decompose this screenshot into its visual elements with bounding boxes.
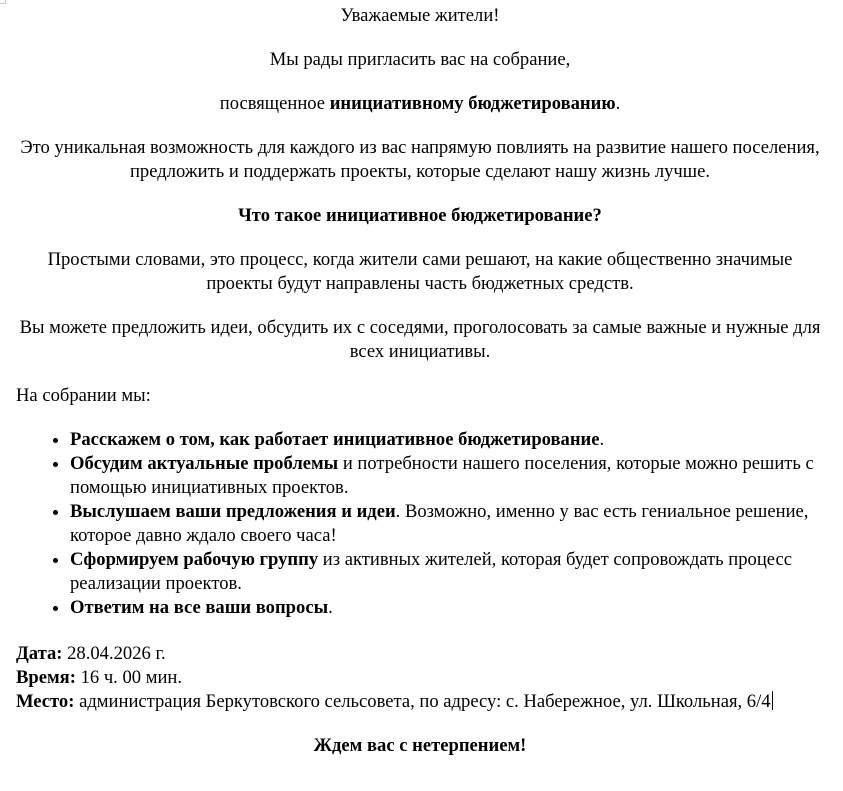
agenda-intro: На собрании мы:: [16, 385, 151, 406]
agenda-item-bold: Сформируем рабочую группу: [70, 549, 319, 570]
agenda-item-text: из активных жителей, которая будет сопровождать процесс реализации проектов.: [70, 549, 793, 594]
page-corner-mark: [0, 0, 6, 4]
agenda-item-bold: Ответим на все ваши вопросы: [70, 597, 329, 618]
agenda-item-bold: Расскажем о том, как работает инициативное бюджетирование: [70, 429, 600, 450]
topic-line: [16, 92, 824, 116]
agenda-list: [16, 428, 824, 620]
time-value: 16 ч. 00 мин.: [75, 667, 183, 688]
place-line: [16, 690, 824, 714]
greeting: Уважаемые жители!: [340, 5, 500, 26]
question-heading-text: Что такое инициативное бюджетирование?: [238, 205, 602, 226]
invite-line: Мы рады пригласить вас на собрание,: [269, 49, 571, 70]
time-line: [16, 666, 824, 690]
opportunity-paragraph: Это уникальная возможность для каждого из вас напрямую повлиять на развитие нашего поселения, предложить и поддержать проекты, которые сделают нашу жизнь лучше.: [20, 137, 820, 182]
definition-paragraph: Простыми словами, это процесс, когда жители сами решают, на какие общественно значимые проекты будут направлены часть бюджетных средств.: [47, 249, 793, 294]
event-details: [16, 642, 824, 714]
document-page[interactable]: [16, 4, 824, 758]
agenda-item-text: . Возможно, именно у вас есть гениальное решение, которое давно ждало своего часа!: [70, 501, 809, 546]
date-label: Дата:: [16, 643, 63, 664]
agenda-item-bold: Выслушаем ваши предложения и идеи: [70, 501, 396, 522]
participation-paragraph: Вы можете предложить идеи, обсудить их с соседями, проголосовать за самые важные и нужные для всех инициативы.: [19, 317, 821, 362]
text-cursor: [772, 691, 773, 710]
closing-text: Ждем вас с нетерпением!: [313, 735, 527, 756]
agenda-item: [70, 452, 824, 500]
place-value: администрация Беркутовского сельсовета, по адресу: с. Набережное, ул. Школьная, 6/4: [74, 691, 771, 712]
agenda-item-text: .: [599, 429, 605, 450]
topic-bold: инициативному бюджетированию: [329, 93, 616, 114]
date-line: [16, 642, 824, 666]
question-heading: [16, 204, 824, 228]
topic-suffix: .: [615, 93, 621, 114]
date-value: 28.04.2026 г.: [62, 643, 166, 664]
agenda-item-bold: Обсудим актуальные проблемы: [70, 453, 339, 474]
topic-prefix: посвященное: [219, 93, 330, 114]
agenda-item: [70, 596, 824, 620]
agenda-item-text: и потребности нашего поселения, которые можно решить с помощью инициативных проектов.: [70, 453, 814, 498]
closing-line: [16, 734, 824, 758]
agenda-item: [70, 428, 824, 452]
agenda-item-text: .: [328, 597, 333, 618]
place-label: Место:: [16, 691, 75, 712]
agenda-item: [70, 500, 824, 548]
time-label: Время:: [16, 667, 76, 688]
agenda-item: [70, 548, 824, 596]
